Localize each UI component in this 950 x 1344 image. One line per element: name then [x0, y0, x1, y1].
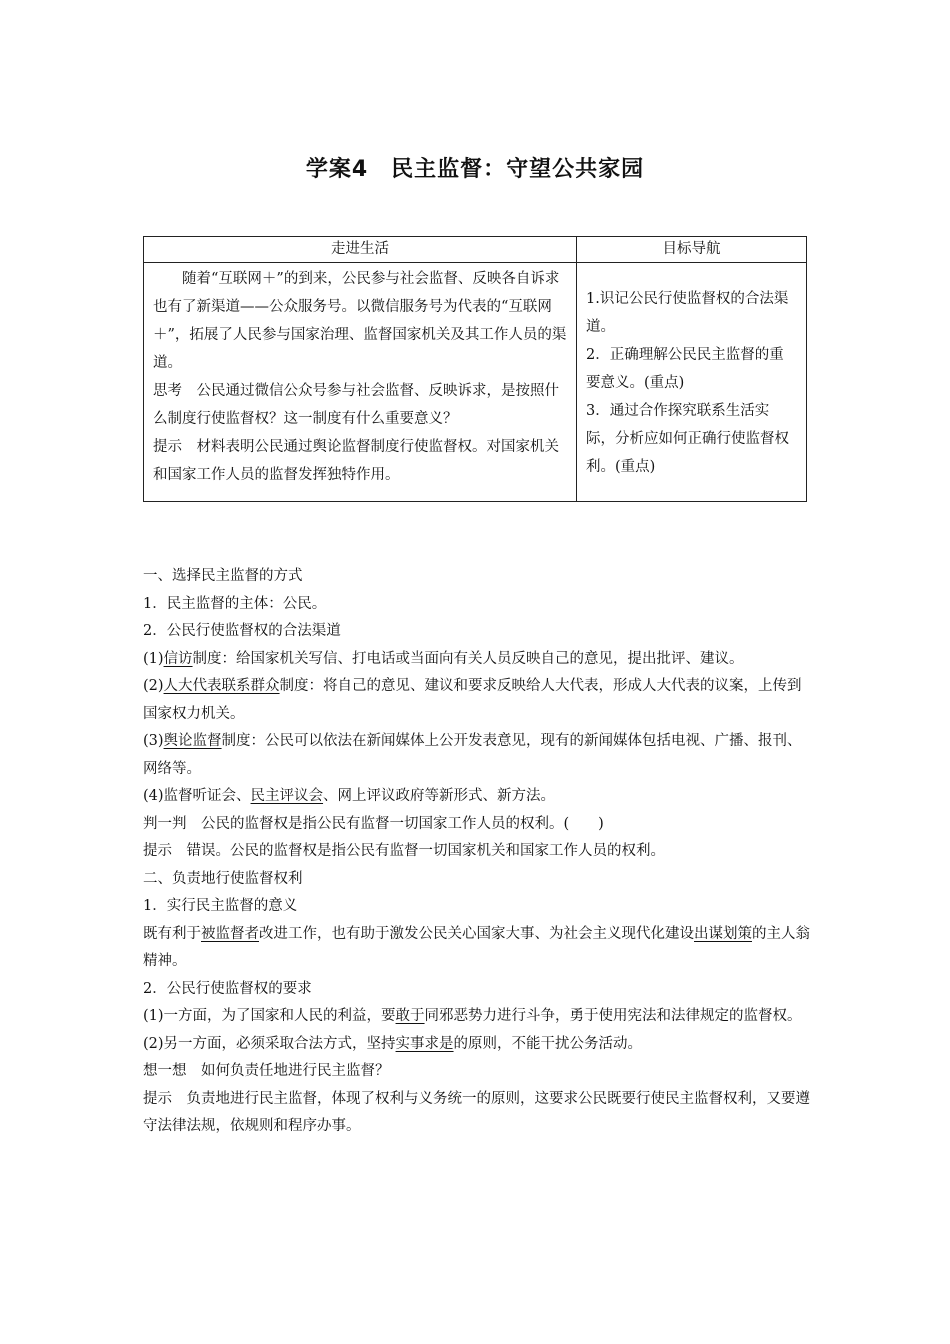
- judge-hint-label: 提示: [143, 843, 172, 859]
- meaning-suffix: 的主人翁精神。: [143, 925, 810, 969]
- think2-text: 如何负责任地进行民主监督？: [201, 1063, 390, 1079]
- intro-left-header: 走进生活: [144, 237, 577, 263]
- hint-text: 材料表明公民通过舆论监督制度行使监督权。对国家机关和国家工作人员的监督发挥独特作用。: [153, 439, 559, 483]
- intro-right-cell: [577, 263, 807, 502]
- think-hint: [143, 1086, 811, 1141]
- section1-heading: 一、选择民主监督的方式: [143, 568, 303, 584]
- requirement-1-prefix: (1)一方面，为了国家和人民的利益，要: [143, 1008, 396, 1024]
- intro-hint: [153, 433, 567, 489]
- channel-3-text: 制度：公民可以依法在新闻媒体上公开发表意见，现有的新闻媒体包括电视、广播、报刊、网络等。: [143, 733, 802, 777]
- section2-item2: 2．公民行使监督权的要求: [143, 980, 312, 997]
- judge-label: 判一判: [143, 815, 187, 832]
- requirement-2-prefix: (2)另一方面，必须采取合法方式，坚持: [143, 1035, 396, 1052]
- channel-3: [143, 728, 811, 783]
- requirement-2-text: 的原则，不能干扰公务活动。: [453, 1035, 643, 1052]
- judge-question: [143, 811, 811, 839]
- section1-item1: 1．民主监督的主体：公民。: [143, 595, 327, 612]
- think-label: 思考: [153, 383, 182, 399]
- meaning-key-2: 出谋划策: [694, 925, 752, 942]
- body-content: [143, 563, 811, 1141]
- channel-3-prefix: (3): [143, 733, 164, 749]
- channel-1-text: 制度：给国家机关写信、打电话或当面向有关人员反映自己的意见，提出批评、建议。: [192, 650, 744, 667]
- requirement-1-key: 敢于: [395, 1008, 425, 1024]
- page-title: 学案4 民主监督：守望公共家园: [305, 157, 645, 182]
- channel-1-prefix: (1): [143, 650, 164, 667]
- think-question: [143, 1058, 811, 1086]
- hint2-label: 提示: [143, 1090, 172, 1107]
- requirement-1-text: 同邪恶势力进行斗争，勇于使用宪法和法律规定的监督权。: [424, 1008, 802, 1024]
- channel-2: [143, 673, 811, 728]
- requirement-1: [143, 1003, 811, 1031]
- channel-4-prefix: (4)监督听证会、: [143, 788, 251, 804]
- channel-2-text: 制度：将自己的意见、建议和要求反映给人大代表，形成人大代表的议案，上传到国家权力机关。: [143, 678, 802, 722]
- think2-label: 想一想: [143, 1063, 187, 1079]
- channel-1: [143, 646, 811, 674]
- channel-2-key: 人大代表联系群众: [163, 678, 280, 694]
- think-text: 公民通过微信公众号参与社会监督、反映诉求，是按照什么制度行使监督权？这一制度有什么重要意义？: [153, 383, 559, 427]
- section2-heading: 二、负责地行使监督权利: [143, 870, 303, 887]
- requirement-2-key: 实事求是: [395, 1035, 454, 1052]
- channel-2-prefix: (2): [143, 678, 164, 694]
- goal-2: 2．正确理解公民民主监督的重要意义。(重点): [586, 347, 784, 391]
- intro-table: [143, 236, 807, 502]
- goal-1: 1.识记公民行使监督权的合法渠道。: [586, 291, 789, 335]
- goal-3: 3．通过合作探究联系生活实际，分析应如何正确行使监督权利。(重点): [586, 403, 789, 475]
- channel-4: [143, 783, 811, 811]
- meaning-key-1: 被监督者: [201, 925, 259, 942]
- intro-think: [153, 377, 567, 433]
- judge-hint: [143, 838, 811, 866]
- judge-text: 公民的监督权是指公民有监督一切国家工作人员的权利。( ): [201, 815, 604, 832]
- intro-right-header: 目标导航: [577, 237, 807, 263]
- hint-label: 提示: [153, 439, 182, 455]
- intro-left-cell: [144, 263, 577, 502]
- judge-hint-text: 错误。公民的监督权是指公民有监督一切国家机关和国家工作人员的权利。: [186, 843, 665, 859]
- meaning-text: [143, 921, 811, 976]
- section1-item2: 2．公民行使监督权的合法渠道: [143, 623, 341, 639]
- section2-item1: 1．实行民主监督的意义: [143, 898, 298, 914]
- meaning-prefix: 既有利于: [143, 925, 201, 942]
- channel-4-key: 民主评议会: [250, 788, 324, 804]
- meaning-middle: 改进工作，也有助于激发公民关心国家大事、为社会主义现代化建设: [259, 925, 694, 942]
- channel-3-key: 舆论监督: [163, 733, 222, 749]
- hint2-text: 负责地进行民主监督，体现了权利与义务统一的原则，这要求公民既要行使民主监督权利，又要遵守法律法规，依规则和程序办事。: [143, 1090, 810, 1134]
- intro-material: 随着“互联网＋”的到来，公民参与社会监督、反映各自诉求也有了新渠道——公众服务号。以微信服务号为代表的“互联网＋”，拓展了人民参与国家治理、监督国家机关及其工作人员的渠道。: [153, 271, 567, 371]
- channel-4-text: 、网上评议政府等新形式、新方法。: [323, 788, 556, 804]
- requirement-2: [143, 1031, 811, 1059]
- channel-1-key: 信访: [163, 650, 193, 667]
